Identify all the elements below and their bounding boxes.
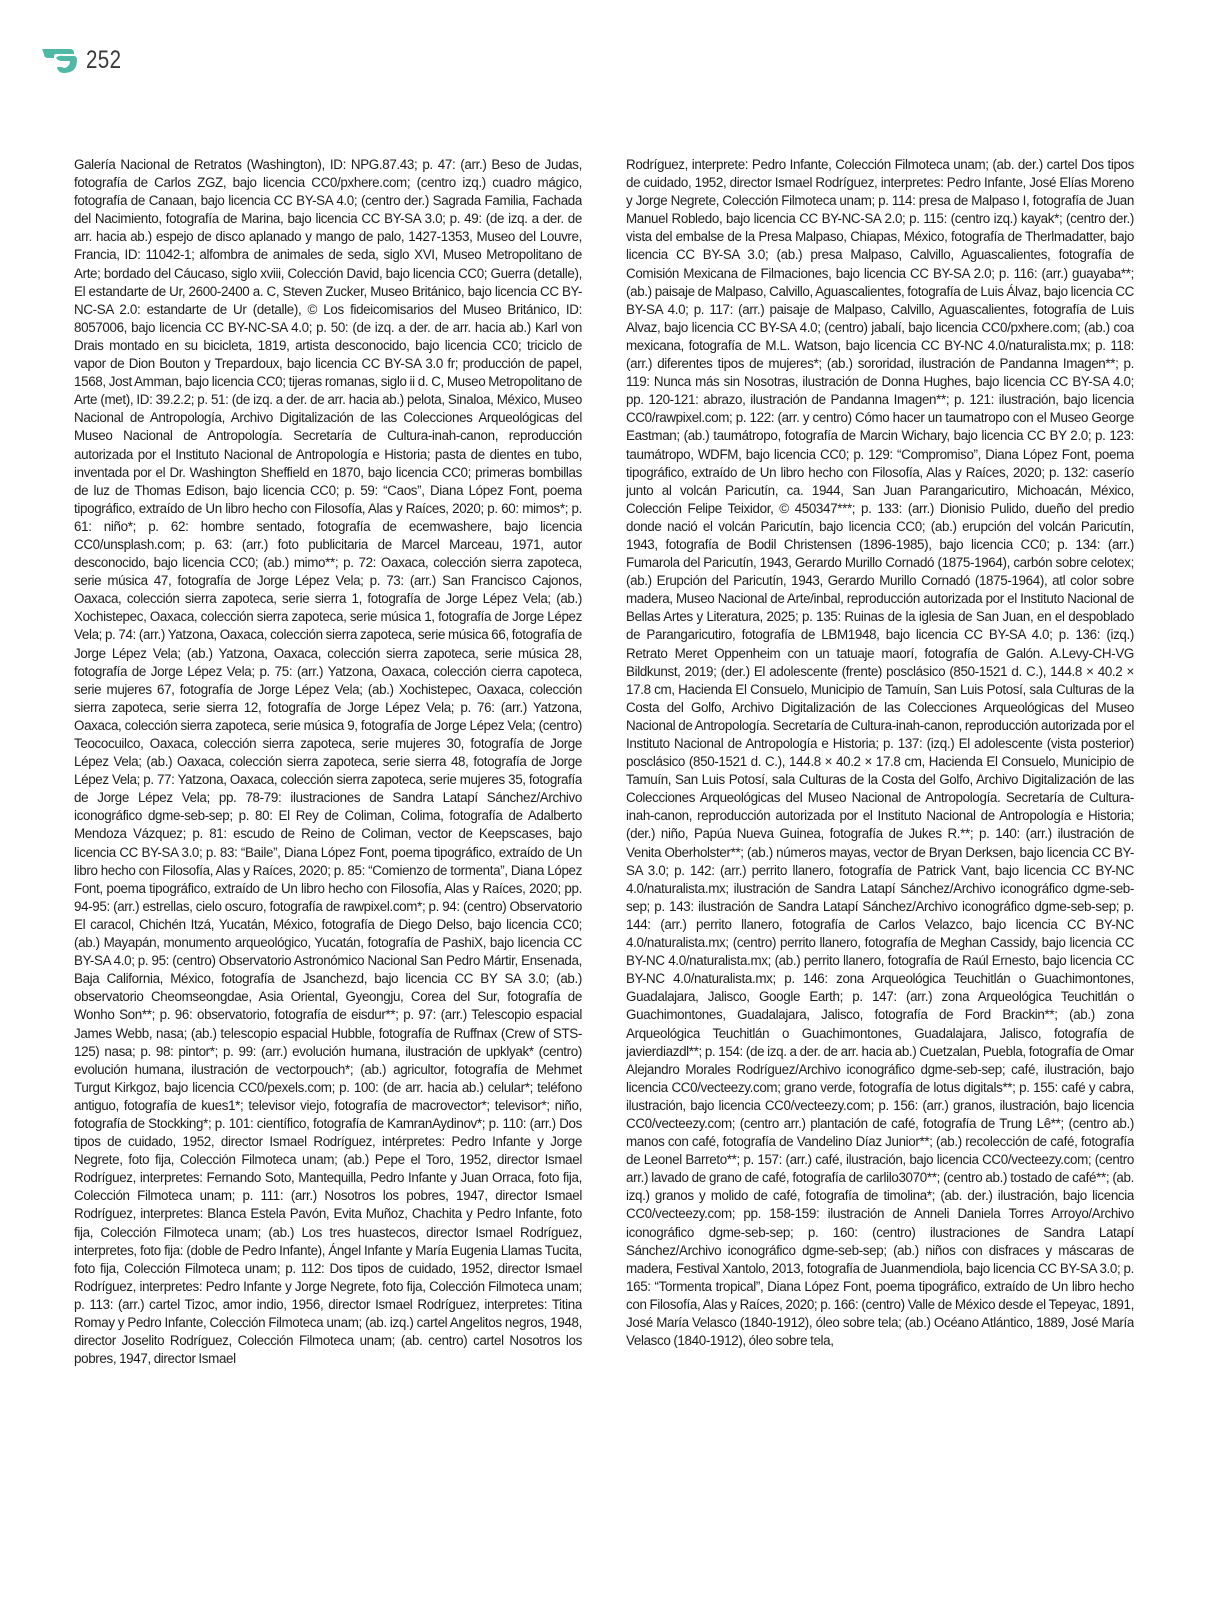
credits-column-left [74,156,582,1516]
credits-column-right [626,156,1134,1516]
credits-columns [74,156,1134,1516]
page-header [40,42,129,78]
stylized-leaf-logo-icon [40,45,80,75]
credits-text: Galería Nacional de Retratos (Washington), ID: NPG.87.43; p. 47: (arr.) Beso de Judas, fotografía de Carlos ZGZ, bajo licencia CC0/pxhere.com; (centro izq.) cuadro mágico, fotografía de Canaan, bajo licencia CC BY-SA 4.0; (centro der.) Sagrada Familia, Fachada del Nacimiento, fotografía de Marina, bajo licencia CC BY-SA 3.0; p. 49: (de izq. a der. de arr. hacia ab.) espejo de disco aplanado y mango de palo, 1427-1353, Museo del Louvre, Francia, ID: 11042-1; alfombra de animales de seda, siglo XVI, Museo Metropolitano de Arte; bordado del Cáucaso, siglo xviii, Colección David, bajo licencia CC0; Guerra (detalle), El estandarte de Ur, 2600-2400 a. C, Steven Zucker, Museo Británico, bajo licencia CC BY-NC-SA 2.0: estandarte de Ur (detalle), © Los fideicomisarios del Museo Británico, ID: 8057006, bajo licencia CC BY-NC-SA 4.0; p. 50: (de izq. a der. de arr. hacia ab.) Karl von Drais montado en su bicicleta, 1819, artista desconocido, bajo licencia CC0; triciclo de vapor de Dion Bouton y Trepardoux, bajo licencia CC BY-SA 3.0 fr; producción de papel, 1568, Jost Amman, bajo licencia CC0; tijeras romanas, siglo ii d. C, Museo Metropolitano de Arte (met), ID: 39.2.2; p. 51: (de izq. a der. de arr. hacia ab.) pelota, Sinaloa, México, Museo Nacional de Antropología, Archivo Digitalización de las Colecciones Arqueológicas del Museo Nacional de Antropología. Secretaría de Cultura-inah-canon, reproducción autorizada por el Instituto Nacional de Antropología e Historia; pasta de dientes en tubo, inventada por el Dr. Washington Sheffield en 1870, bajo licencia CC0; primeras bombillas de luz de Thomas Edison, bajo licencia CC0; p. 59: “Caos”, Diana López Font, poema tipográfico, extraído de Un libro hecho con Filosofía, Alas y Raíces, 2020; p. 60: mimos*; p. 61: niño*; p. 62: hombre sentado, fotografía de ecemwashere, bajo licencia CC0/unsplash.com; p. 63: (arr.) foto publicitaria de Marcel Marceau, 1971, autor desconocido, bajo licencia CC0; (ab.) mimo**; p. 72: Oaxaca, colección sierra zapoteca, serie música 47, fotografía de Jorge Lépez Vela; p. 73: (arr.) San Francisco Cajonos, Oaxaca, colección sierra zapoteca, serie sierra 1, fotografía de Jorge Lépez Vela; (ab.) Xochistepec, Oaxaca, colección sierra zapoteca, serie música 1, fotografía de Jorge Lépez Vela; p. 74: (arr.) Yatzona, Oaxaca, colección sierra zapoteca, serie música 66, fotografía de Jorge Lépez Vela; (ab.) Yatzona, Oaxaca, colección sierra zapoteca, serie música 28, fotografía de Jorge Lépez Vela; p. 75: (arr.) Yatzona, Oaxaca, colección cierra capoteca, serie mujeres 67, fotografía de Jorge Lépez Vela; (ab.) Xochistepec, Oaxaca, colección sierra zapoteca, serie sierra 12, fotografía de Jorge Lépez Vela; p. 76: (arr.) Yatzona, Oaxaca, colección sierra zapoteca, serie música 9, fotografía de Jorge Lépez Vela; (centro) Teococuilco, Oaxaca, colección sierra zapoteca, serie mujeres 30, fotografía de Jorge Lépez Vela; (ab.) Oaxaca, colección sierra zapoteca, serie sierra 48, fotografía de Jorge Lépez Vela; p. 77: Yatzona, Oaxaca, colección sierra zapoteca, serie mujeres 35, fotografía de Jorge Lépez Vela; pp. 78-79: ilustraciones de Sandra Latapí Sánchez/Archivo iconográfico dgme-seb-sep; p. 80: El Rey de Coliman, Colima, fotografía de Adalberto Mendoza Vázquez; p. 81: escudo de Reino de Coliman, vector de Keepscases, bajo licencia CC BY-SA 3.0; p. 83: “Baile”, Diana López Font, poema tipográfico, extraído de Un libro hecho con Filosofía, Alas y Raíces, 2020; p. 85: “Comienzo de tormenta”, Diana López Font, poema tipográfico, extraído de Un libro hecho con Filosofía, Alas y Raíces, 2020; pp. 94-95: (arr.) estrellas, cielo oscuro, fotografía de rawpixel.com*; p. 94: (centro) Observatorio El caracol, Chichén Itzá, Yucatán, México, fotografía de Diego Delso, bajo licencia CC0; (ab.) Mayapán, monumento arqueológico, Yucatán, fotografía de PashiX, bajo licencia CC BY-SA 4.0; p. 95: (centro) Observatorio Astronómico Nacional San Pedro Mártir, Ensenada, Baja California, México, fotografía de Jsanchezd, bajo licencia CC BY SA 3.0; (ab.) observatorio Cheomseongdae, Asia Oriental, Gyeongju, Corea del Sur, fotografía de Wonho Son**; p. 96: observatorio, fotografía de eisdur**; p. 97: (arr.) Telescopio espacial James Webb, nasa; (ab.) telescopio espacial Hubble, fotografía de Ruffnax (Crew of STS-125) nasa; p. 98: pintor*; p. 99: (arr.) evolución humana, ilustración de upklyak* (centro) evolución humana, ilustración de vectorpouch*; (ab.) agricultor, fotografía de Mehmet Turgut Kirkgoz, bajo licencia CC0/pexels.com; p. 100: (de arr. hacia ab.) celular*; teléfono antiguo, fotografía de kues1*; televisor viejo, fotografía de macrovector*; televisor*; niño, fotografía de Stockking*; p. 101: científico, fotografía de KamranAydinov*; p. 110: (arr.) Dos tipos de cuidado, 1952, director Ismael Rodríguez, intérpretes: Pedro Infante y Jorge Negrete, foto fija, Colección Filmoteca unam; (ab.) Pepe el Toro, 1952, director Ismael Rodríguez, interpretes: Fernando Soto, Mantequilla, Pedro Infante y Juan Orraca, foto fija, Colección Filmoteca unam; p. 111: (arr.) Nosotros los pobres, 1947, director Ismael Rodríguez, interpretes: Blanca Estela Pavón, Evita Muñoz, Chachita y Pedro Infante, foto fija, Colección Filmoteca unam; (ab.) Los tres huastecos, director Ismael Rodríguez, interpretes, foto fija: (doble de Pedro Infante), Ángel Infante y María Eugenia Llamas Tucita, foto fija, Colección Filmoteca unam; p. 112: Dos tipos de cuidado, 1952, director Ismael Rodríguez, interpretes: Pedro Infante y Jorge Negrete, foto fija, Colección Filmoteca unam; p. 113: (arr.) cartel Tizoc, amor indio, 1956, director Ismael Rodríguez, interpretes: Titina Romay y Pedro Infante, Colección Filmoteca unam; (ab. izq.) cartel Angelitos negros, 1948, director Joselito Rodríguez, Colección Filmoteca unam; (ab. centro) cartel Nosotros los pobres, 1947, director Ismael [74,157,582,1367]
credits-text: Rodríguez, interprete: Pedro Infante, Colección Filmoteca unam; (ab. der.) cartel Dos tipos de cuidado, 1952, director Ismael Rodríguez, interpretes: Pedro Infante, José Elías Moreno y Jorge Negrete, Colección Filmoteca unam; p. 114: presa de Malpaso I, fotografía de Juan Manuel Robledo, bajo licencia CC BY-NC-SA 2.0; p. 115: (centro izq.) kayak*; (centro der.) vista del embalse de la Presa Malpaso, Chiapas, México, fotografía de Therlmadatter, bajo licencia CC BY-SA 3.0; (ab.) presa Malpaso, Calvillo, Aguascalientes, fotografía de Comisión Mexicana de Filmaciones, bajo licencia CC BY-SA 2.0; p. 116: (arr.) guayaba**; (ab.) paisaje de Malpaso, Calvillo, Aguascalientes, fotografía de Luis Álvaz, bajo licencia CC BY-SA 4.0; p. 117: (arr.) paisaje de Malpaso, Calvillo, Aguascalientes, fotografía de Luis Alvaz, bajo licencia CC BY-SA 4.0; (centro) jabalí, bajo licencia CC0/pxhere.com; (ab.) coa mexicana, fotografía de M.L. Watson, bajo licencia CC BY-NC 4.0/naturalista.mx; p. 118: (arr.) diferentes tipos de mujeres*; (ab.) sororidad, ilustración de Pandanna Imagen**; p. 119: Nunca más sin Nosotras, ilustración de Donna Hughes, bajo licencia CC BY-SA 4.0; pp. 120-121: abrazo, ilustración de Pandanna Imagen**; p. 121: ilustración, bajo licencia CC0/rawpixel.com; p. 122: (arr. y centro) Cómo hacer un taumatropo con el Museo George Eastman; (ab.) taumátropo, fotografía de Marcin Wichary, bajo licencia CC BY 2.0; p. 123: taumátropo, WDFM, bajo licencia CC0; p. 129: “Compromiso”, Diana López Font, poema tipográfico, extraído de Un libro hecho con Filosofía, Alas y Raíces, 2020; p. 132: caserío junto al volcán Paricutín, ca. 1944, San Juan Parangaricutiro, Michoacán, México, Colección Felipe Teixidor, © 450347***; p. 133: (arr.) Dionisio Pulido, dueño del predio donde nació el volcán Paricutín, bajo licencia CC0; (ab.) erupción del volcán Paricutín, 1943, fotografía de Bodil Christensen (1896-1985), bajo licencia CC0; p. 134: (arr.) Fumarola del Paricutín, 1943, Gerardo Murillo Cornadó (1875-1964), carbón sobre celotex; (ab.) Erupción del Paricutín, 1943, Gerardo Murillo Cornadó (1875-1964), atl color sobre madera, Museo Nacional de Arte/inbal, reproducción autorizada por el Instituto Nacional de Bellas Artes y Literatura, 2025; p. 135: Ruinas de la iglesia de San Juan, en el despoblado de Parangaricutiro, fotografía de LBM1948, bajo licencia CC BY-SA 4.0; p. 136: (izq.) Retrato Meret Oppenheim con un tatuaje maorí, fotografía de Galón. A.Levy-CH-VG Bildkunst, 2019; (der.) El adolescente (frente) posclásico (850-1521 d. C.), 144.8 × 40.2 × 17.8 cm, Hacienda El Consuelo, Municipio de Tamuín, San Luis Potosí, sala Culturas de la Costa del Golfo, Archivo Digitalización de las Colecciones Arqueológicas del Museo Nacional de Antropología. Secretaría de Cultura-inah-canon, reproducción autorizada por el Instituto Nacional de Antropología e Historia; p. 137: (izq.) El adolescente (vista posterior) posclásico (850-1521 d. C.), 144.8 × 40.2 × 17.8 cm, Hacienda El Consuelo, Municipio de Tamuín, San Luis Potosí, sala Culturas de la Costa del Golfo, Archivo Digitalización de las Colecciones Arqueológicas del Museo Nacional de Antropología. Secretaría de Cultura-inah-canon, reproducción autorizada por el Instituto Nacional de Antropología e Historia; (der.) niño, Papúa Nueva Guinea, fotografía de Jukes R.**; p. 140: (arr.) ilustración de Venita Oberholster**; (ab.) números mayas, vector de Bryan Derksen, bajo licencia CC BY-SA 3.0; p. 142: (arr.) perrito llanero, fotografía de Patrick Vant, bajo licencia CC BY-NC 4.0/naturalista.mx; ilustración de Sandra Latapí Sánchez/Archivo iconográfico dgme-seb-sep; p. 143: ilustración de Sandra Latapí Sánchez/Archivo iconográfico dgme-seb-sep; p. 144: (arr.) perrito llanero, fotografía de Carlos Velazco, bajo licencia CC BY-NC 4.0/naturalista.mx; (centro) perrito llanero, fotografía de Meghan Cassidy, bajo licencia CC BY-NC 4.0/naturalista.mx; (ab.) perrito llanero, fotografía de Raúl Ernesto, bajo licencia CC BY-NC 4.0/naturalista.mx; p. 146: zona Arqueológica Teuchitlán o Guachimontones, Guadalajara, Jalisco, Google Earth; p. 147: (arr.) zona Arqueológica Teuchitlán o Guachimontones, Guadalajara, Jalisco, fotografía de Ford Brackin**; (ab.) zona Arqueológica Teuchitlán o Guachimontones, Guadalajara, Jalisco, fotografía de javierdiazdl**; p. 154: (de izq. a der. de arr. hacia ab.) Cuetzalan, Puebla, fotografía de Omar Alejandro Morales Rodríguez/Archivo iconográfico dgme-seb-sep; café, ilustración, bajo licencia CC0/vecteezy.com; grano verde, fotografía de lotus digitals**; p. 155: café y cabra, ilustración, bajo licencia CC0/vecteezy.com; p. 156: (arr.) granos, ilustración, bajo licencia CC0/vecteezy.com; (centro arr.) plantación de café, fotografía de Trung Lê**; (centro ab.) manos con café, fotografía de Vandelino Díaz Junior**; (ab.) recolección de café, fotografía de Leonel Barreto**; p. 157: (arr.) café, ilustración, bajo licencia CC0/vecteezy.com; (centro arr.) lavado de grano de café, fotografía de carlilo3070**; (centro ab.) tostado de café**; (ab. izq.) granos y molido de café, fotografía de timolina*; (ab. der.) ilustración, bajo licencia CC0/vecteezy.com; pp. 158-159: ilustración de Anneli Daniela Torres Arroyo/Archivo iconográfico dgme-seb-sep; p. 160: (centro) ilustraciones de Sandra Latapí Sánchez/Archivo iconográfico dgme-seb-sep; (ab.) niños con disfraces y máscaras de madera, Festival Xantolo, 2013, fotografía de Juanmendiola, bajo licencia CC BY-SA 3.0; p. 165: “Tormenta tropical”, Diana López Font, poema tipográfico, extraído de Un libro hecho con Filosofía, Alas y Raíces, 2020; p. 166: (centro) Valle de México desde el Tepeyac, 1891, José María Velasco (1840-1912), óleo sobre tela; (ab.) Océano Atlántico, 1889, José María Velasco (1840-1912), óleo sobre tela, [626,157,1134,1349]
page-number: 252 [86,45,122,74]
